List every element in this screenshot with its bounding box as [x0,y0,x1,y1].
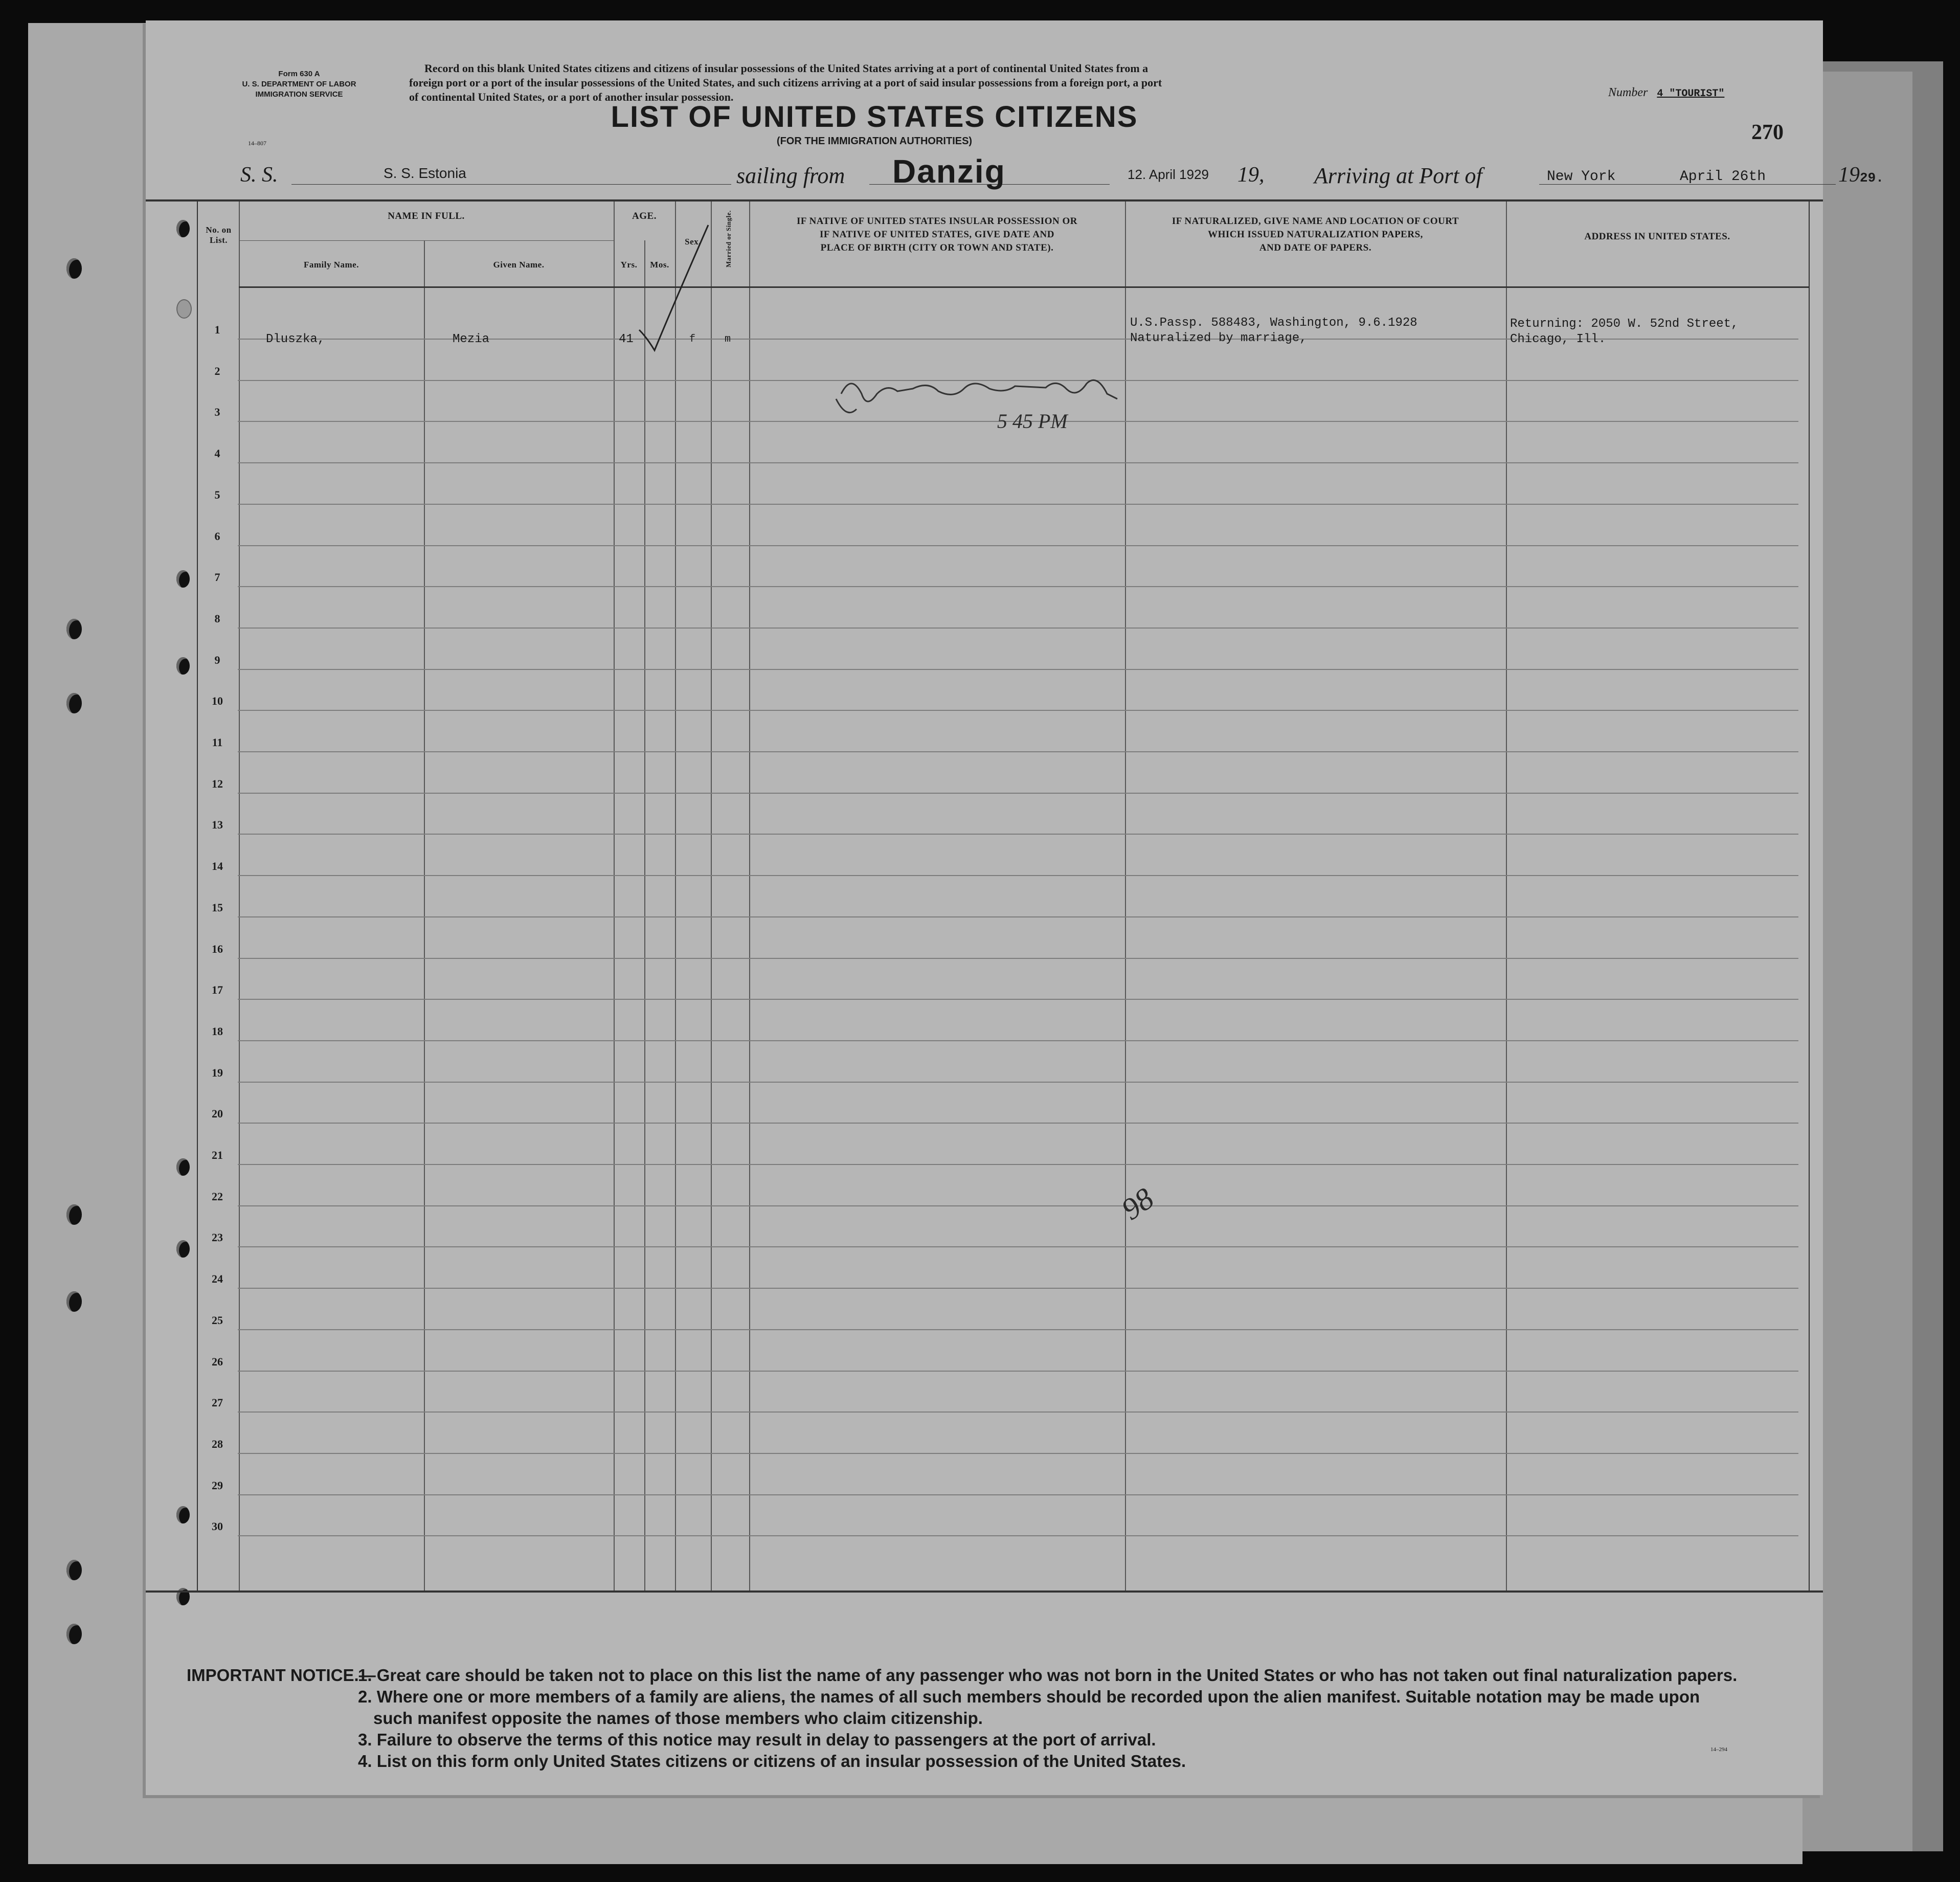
row-line [238,628,1798,629]
row-number: 25 [212,1313,223,1327]
row-line [238,834,1798,835]
row-line [238,504,1798,505]
row-line [238,1205,1798,1206]
ship-name: S. S. Estonia [384,165,466,181]
row-line [238,1453,1798,1454]
col-address: ADDRESS IN UNITED STATES. [1584,231,1730,242]
col-naturalized-line: IF NATURALIZED, GIVE NAME AND LOCATION OF COURT [1172,216,1459,227]
marital-status: m [725,333,731,345]
row-number: 8 [214,612,220,625]
print-code: 14–807 [248,140,266,147]
binder-hole [66,1560,82,1580]
row-line [238,1371,1798,1372]
naturalization-note: Naturalized by marriage, [1130,331,1307,345]
notice-item: such manifest opposite the names of those members who claim citizenship. [373,1709,983,1728]
number-value: 4 "TOURIST" [1657,88,1725,100]
col-naturalized-line: WHICH ISSUED NATURALIZATION PAPERS, [1208,229,1423,240]
notice-print-code: 14–294 [1710,1746,1727,1753]
col-native-line: IF NATIVE OF UNITED STATES, GIVE DATE AND [820,229,1054,240]
col-sex: Sex. [685,237,701,247]
manifest-page [146,20,1884,1795]
row-number: 1 [214,323,220,336]
row-number: 15 [212,901,223,914]
row-number: 4 [214,447,220,460]
row-line [238,1040,1798,1041]
notice-item: 4. List on this form only United States citizens or citizens of an insular possession of the United States. [358,1752,1186,1771]
punch-hole [176,657,190,675]
row-number: 29 [212,1478,223,1492]
row-line [238,1288,1798,1289]
form-id-block [217,69,381,100]
row-number: 23 [212,1231,223,1244]
year-prefix: 19, [1237,163,1265,187]
binder-hole [66,1291,82,1312]
row-line [238,710,1798,711]
address-line: Returning: 2050 W. 52nd Street, [1510,317,1739,331]
year-prefix-text: 19 [1237,163,1259,187]
instruction-line: of continental United States, or a port of another insular possession. [409,91,734,103]
row-line [238,1494,1798,1495]
row-line [238,916,1798,917]
col-mos: Mos. [650,260,669,270]
check-mark [637,220,713,353]
page-mark: 98 [1115,1181,1160,1227]
time-note: 5 45 PM [997,410,1068,433]
row-number: 5 [214,488,220,501]
instruction-line: foreign port or a port of the insular possessions of the United States, and such citizens arriving at a port of said insular possessions from a foreign port, a port [409,76,1162,89]
sailing-from-label: sailing from [736,163,845,188]
number-label: Number [1608,86,1648,99]
col-naturalized-line: AND DATE OF PAPERS. [1259,242,1372,253]
form-number: Form 630 A [278,70,320,78]
punch-hole [176,570,190,588]
row-number: 27 [212,1396,223,1409]
row-number: 12 [212,777,223,790]
row-line [238,999,1798,1000]
row-line [238,1246,1798,1247]
department-name: U. S. DEPARTMENT OF LABOR [242,80,356,88]
sailing-date: 12. April 1929 [1128,167,1209,182]
row-line [238,751,1798,752]
record-instructions [409,61,1672,104]
punch-hole [176,1158,190,1176]
page-title: LIST OF UNITED STATES CITIZENS [611,100,1138,133]
notice-heading: IMPORTANT NOTICE.— [187,1666,376,1685]
punch-hole [176,1240,190,1258]
col-name-in-full: NAME IN FULL. [388,211,465,221]
age-years: 41 [619,332,634,346]
row-line [238,669,1798,670]
naturalization-papers: U.S.Passp. 588483, Washington, 9.6.1928 [1130,316,1417,330]
row-number: 18 [212,1024,223,1038]
row-line [238,1412,1798,1413]
row-line [238,1082,1798,1083]
number-field [1608,86,1724,100]
row-number: 24 [212,1272,223,1286]
punch-hole [176,1506,190,1523]
row-number: 20 [212,1107,223,1121]
row-line [238,1535,1798,1536]
row-number: 11 [212,736,223,749]
row-number: 28 [212,1437,223,1450]
row-number: 13 [212,818,223,832]
row-number: 16 [212,942,223,955]
col-native-line: IF NATIVE OF UNITED STATES INSULAR POSSESSION OR [797,216,1077,227]
binder-hole [66,258,82,279]
row-line [238,875,1798,876]
arrival-year-value: 29. [1860,170,1884,186]
instruction-line: Record on this blank United States citizens and citizens of insular possessions of the United States arriving at a port of continental United States from a [424,62,1148,75]
row-line [238,793,1798,794]
row-number: 17 [212,983,223,997]
col-age: AGE. [632,211,657,221]
col-native [752,215,1122,255]
arrival-year [1838,163,1884,187]
col-native-line: PLACE OF BIRTH (CITY OR TOWN AND STATE). [820,242,1054,253]
row-number: 7 [214,571,220,584]
binder-hole [66,693,82,713]
row-line [238,545,1798,546]
punch-hole [176,220,190,237]
family-name: Dluszka, [266,332,325,346]
row-number: 3 [214,406,220,419]
arriving-label: Arriving at Port of [1314,163,1482,188]
sex-value: f [689,333,696,345]
notice-item: 2. Where one or more members of a family are aliens, the names of all such members should be recorded upon the alien manifest. Suitable notation may be made upon [358,1687,1700,1706]
col-naturalized [1128,215,1503,255]
address-line: Chicago, Ill. [1510,332,1606,346]
row-line [238,958,1798,959]
row-number: 6 [214,529,220,543]
given-name: Mezia [453,332,490,346]
col-given-name: Given Name. [493,260,545,270]
row-line [238,462,1798,463]
row-line [238,1123,1798,1124]
row-number: 26 [212,1355,223,1368]
arrival-date: April 26th [1680,169,1766,185]
important-notice [358,1665,1815,1772]
row-number: 30 [212,1520,223,1533]
col-family-name: Family Name. [304,260,359,270]
row-number: 14 [212,860,223,873]
notice-item: 3. Failure to observe the terms of this notice may result in delay to passengers at the port of arrival. [358,1730,1156,1749]
row-line [238,1329,1798,1330]
binder-hole [66,619,82,639]
row-number: 22 [212,1190,223,1203]
col-married-single: Married or Single. [725,210,732,267]
punch-hole [176,299,192,319]
page-subtitle: (FOR THE IMMIGRATION AUTHORITIES) [776,136,973,147]
col-yrs: Yrs. [620,260,638,270]
notice-item: 1. Great care should be taken not to place on this list the name of any passenger who was not born in the United States or who has not taken out final naturalization papers. [358,1666,1738,1685]
row-line [238,1164,1798,1165]
row-number: 19 [212,1066,223,1079]
port-to: New York [1547,169,1616,185]
binder-hole [66,1204,82,1225]
row-number: 21 [212,1149,223,1161]
port-from: Danzig [892,153,1006,190]
col-no-on-list: No. on List. [206,225,232,245]
arrival-year-prefix: 19 [1838,163,1860,187]
row-number: 2 [214,364,220,377]
binder-hole [66,1624,82,1644]
ss-label: S. S. [240,163,278,187]
service-name: IMMIGRATION SERVICE [255,90,343,99]
row-number: 10 [212,694,223,708]
row-number: 9 [214,653,220,666]
page-number: 270 [1751,121,1784,144]
row-line [238,586,1798,587]
